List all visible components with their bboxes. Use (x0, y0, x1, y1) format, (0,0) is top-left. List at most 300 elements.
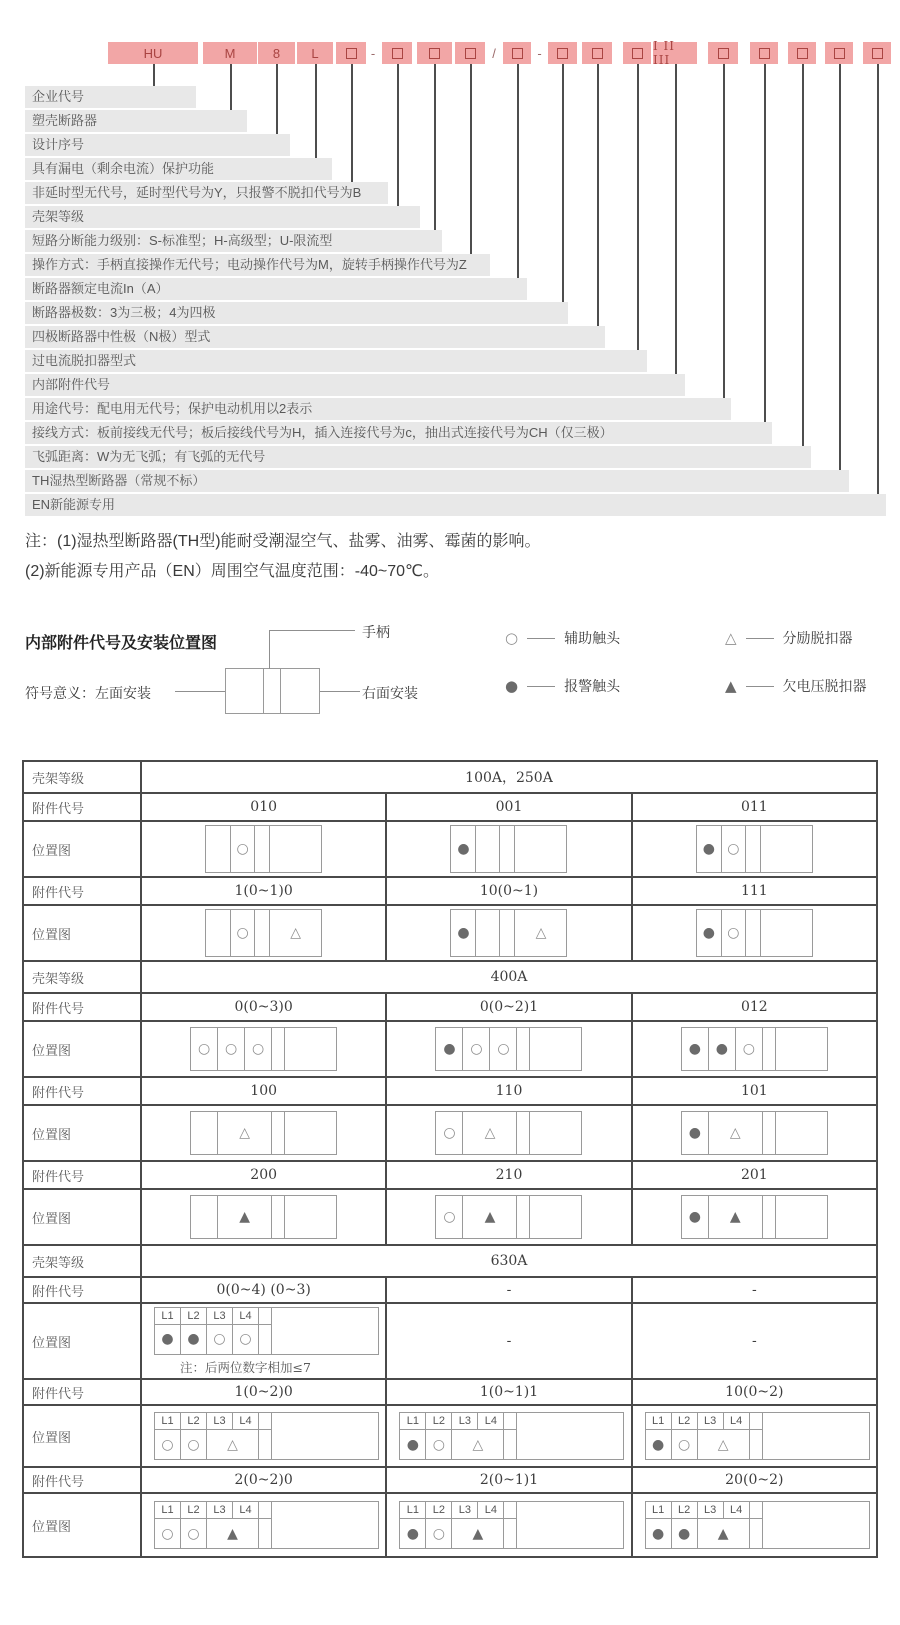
position-diagram (435, 1111, 582, 1155)
code-row (24, 1162, 876, 1190)
alarm-contact-icon: ● (443, 1041, 456, 1057)
code-value: 0(0~2)1 (387, 994, 632, 1020)
code-row (24, 794, 876, 822)
phase-header: L4 (233, 1413, 259, 1430)
symbol-cell (426, 1519, 452, 1548)
alarm-contact-icon: ● (688, 1209, 701, 1225)
diagram-cell (776, 1028, 827, 1070)
code-value: 010 (142, 794, 387, 820)
alarm-contact-icon: ● (505, 677, 519, 695)
auxiliary-contact-icon: ○ (213, 1331, 226, 1347)
diagram-cell (633, 1190, 876, 1244)
auxiliary-contact-icon: ○ (187, 1436, 200, 1453)
phase-header: L3 (207, 1502, 233, 1519)
phase-table (154, 1307, 379, 1355)
phase-header: L1 (646, 1413, 672, 1430)
phase-header: L1 (155, 1502, 181, 1519)
note-line-2: (2)新能源专用产品（EN）周围空气温度范围：-40~70℃。 (25, 563, 440, 580)
symbol-cell (452, 1430, 504, 1459)
breaker-symbol-box (225, 668, 320, 714)
model-box: 8 (258, 42, 295, 64)
symbol-cell (181, 1519, 207, 1548)
position-diagram (154, 1307, 379, 1376)
diagram-cell (191, 1028, 218, 1070)
legend-item (725, 628, 853, 648)
frame-value: 400A (490, 969, 528, 985)
placeholder-square-icon (465, 48, 476, 59)
frame-value: 630A (490, 1253, 528, 1269)
row-label: 壳架等级 (24, 1246, 142, 1276)
undervoltage-release-icon: ▲ (725, 677, 737, 695)
symbol-cell (698, 1430, 750, 1459)
undervoltage-release-icon: ▲ (717, 1525, 729, 1542)
model-label-bar: EN新能源专用 (25, 494, 886, 516)
placeholder-square-icon (429, 48, 440, 59)
diagram-cell (746, 826, 761, 872)
model-separator: - (370, 45, 376, 61)
symbol-meaning-label: 符号意义：左面安装 (25, 685, 151, 701)
code-value: - (751, 1282, 757, 1298)
diagram-cell (270, 826, 321, 872)
diagram-cell (722, 826, 746, 872)
position-diagram (154, 1501, 379, 1549)
phase-header: L2 (181, 1502, 207, 1519)
diagram-cell (682, 1028, 709, 1070)
phase-table (645, 1412, 870, 1460)
row-label: 位置图 (24, 822, 142, 876)
right-install-line (320, 691, 360, 692)
diagram-cell (682, 1196, 709, 1238)
note-line-1: 注：(1)湿热型断路器(TH型)能耐受潮湿空气、盐雾、油雾、霉菌的影响。 (25, 533, 541, 550)
phase-header: L2 (426, 1413, 452, 1430)
auxiliary-contact-icon: ○ (443, 1125, 456, 1141)
symbol-cell (452, 1519, 504, 1548)
diagram-cell (736, 1028, 763, 1070)
diagram-cell: - (751, 1333, 757, 1349)
code-value: 10(0~1) (387, 878, 632, 904)
symbol-cell (750, 1519, 763, 1548)
position-diagram (681, 1195, 828, 1239)
code-value: 1(0~1)0 (142, 878, 387, 904)
diagram-cell (463, 1112, 517, 1154)
model-box: L (297, 42, 333, 64)
model-box (548, 42, 577, 64)
symbol-cell (504, 1430, 517, 1459)
code-value: 100 (142, 1078, 387, 1104)
phase-table (154, 1412, 379, 1460)
row-label: 附件代号 (24, 1078, 142, 1104)
model-label-bar: 设计序号 (25, 134, 290, 156)
model-line (434, 64, 436, 232)
diagram-cell (697, 910, 722, 956)
code-value: 10(0~2) (725, 1384, 784, 1400)
model-label-bar: 短路分断能力级别：S-标准型；H-高级型；U-限流型 (25, 230, 442, 252)
frame-row (24, 762, 876, 794)
position-diagram (696, 825, 813, 873)
undervoltage-release-icon: ▲ (227, 1525, 238, 1542)
code-value: 2(0~1)1 (387, 1468, 632, 1492)
row-label: 位置图 (24, 1494, 142, 1556)
row-label: 位置图 (24, 1406, 142, 1466)
placeholder-square-icon (592, 48, 603, 59)
diagram-cell (436, 1196, 463, 1238)
diagram-cell (633, 1406, 876, 1466)
auxiliary-contact-icon: ○ (727, 925, 740, 941)
diagram-cell (761, 826, 812, 872)
model-line (470, 64, 472, 256)
code-row (24, 994, 876, 1022)
position-diagram (681, 1027, 828, 1071)
legend-label: 报警触头 (564, 678, 621, 694)
diagram-cell (476, 826, 500, 872)
code-row (24, 1078, 876, 1106)
phase-table (154, 1501, 379, 1549)
alarm-contact-icon: ● (702, 841, 715, 857)
model-label-bar: 接线方式：板前接线无代号；板后接线代号为H，插入连接代号为c，抽出式连接代号为CH（仅三极） (25, 422, 772, 444)
model-line (839, 64, 841, 472)
model-box (750, 42, 778, 64)
auxiliary-contact-icon: ○ (161, 1436, 174, 1453)
legend-dash-line (746, 638, 774, 639)
diagram-cell (761, 910, 812, 956)
phase-header (259, 1502, 272, 1519)
phase-header: L3 (207, 1308, 233, 1325)
model-line (562, 64, 564, 304)
undervoltage-release-icon: ▲ (729, 1209, 741, 1225)
row-label: 壳架等级 (24, 962, 142, 992)
model-line (675, 64, 677, 376)
position-diagram (190, 1111, 337, 1155)
code-value: 0(0~3)0 (142, 994, 387, 1020)
diagram-cell (387, 1106, 632, 1160)
diagram-cell (218, 1028, 245, 1070)
diagram-cell (218, 1196, 272, 1238)
diagram-cell (142, 1406, 387, 1466)
model-box (825, 42, 853, 64)
symbol-cell (672, 1430, 698, 1459)
diagram-row (24, 1190, 876, 1246)
diagram-cell (451, 826, 476, 872)
diagram-cell (682, 1112, 709, 1154)
code-value: 200 (142, 1162, 387, 1188)
placeholder-square-icon (632, 48, 643, 59)
placeholder-square-icon (759, 48, 770, 59)
row-label: 附件代号 (24, 1278, 142, 1302)
diagram-cell (191, 1196, 218, 1238)
shunt-release-icon: △ (290, 925, 302, 941)
phase-header: L1 (400, 1502, 426, 1519)
position-diagram (435, 1027, 582, 1071)
row-label: 位置图 (24, 906, 142, 960)
diagram-cell (763, 1028, 776, 1070)
auxiliary-contact-icon: ○ (236, 841, 249, 857)
diagram-cell (515, 910, 566, 956)
alarm-contact-icon: ● (702, 925, 715, 941)
model-line (517, 64, 519, 280)
diagram-cell (142, 906, 387, 960)
position-diagram (190, 1195, 337, 1239)
auxiliary-contact-icon: ○ (470, 1041, 483, 1057)
row-label: 附件代号 (24, 878, 142, 904)
shunt-release-icon: △ (717, 1436, 729, 1453)
right-install-label: 右面安装 (362, 685, 418, 701)
model-box (336, 42, 366, 64)
diagram-cell: - (387, 1304, 632, 1378)
shunt-release-icon: △ (729, 1125, 741, 1141)
diagram-cell (285, 1112, 336, 1154)
placeholder-square-icon (718, 48, 729, 59)
model-box: HU (108, 42, 198, 64)
phase-header: L1 (155, 1308, 181, 1325)
model-box: I II III (653, 42, 697, 64)
code-value: 1(0~2)0 (142, 1380, 387, 1404)
model-label-bar: 塑壳断路器 (25, 110, 247, 132)
row-label: 附件代号 (24, 1468, 142, 1492)
model-line (351, 64, 353, 184)
alarm-contact-icon: ● (652, 1525, 665, 1542)
left-install-line (175, 691, 225, 692)
model-box: M (203, 42, 257, 64)
symbol-cell (259, 1430, 272, 1459)
phase-header: L3 (698, 1413, 724, 1430)
position-diagram (190, 1027, 337, 1071)
phase-header: L4 (724, 1413, 750, 1430)
phase-header (750, 1502, 763, 1519)
frame-row (24, 962, 876, 994)
row-label: 位置图 (24, 1106, 142, 1160)
diagram-cell (633, 822, 876, 876)
diagram-cell (270, 910, 321, 956)
symbol-cell (259, 1325, 272, 1354)
model-label-bar: 断路器极数：3为三极；4为四极 (25, 302, 568, 324)
alarm-contact-icon: ● (678, 1525, 691, 1542)
legend-item (505, 676, 620, 696)
position-diagram (645, 1501, 870, 1549)
symbol-cell (207, 1430, 259, 1459)
diagram-row (24, 1406, 876, 1468)
alarm-contact-icon: ● (457, 841, 470, 857)
position-diagram (399, 1501, 624, 1549)
phase-header: L3 (452, 1413, 478, 1430)
model-label-bar: 企业代号 (25, 86, 196, 108)
handle-label: 手柄 (362, 624, 390, 640)
model-line (597, 64, 599, 328)
diagram-cell (272, 1112, 285, 1154)
diagram-cell (255, 910, 270, 956)
handle-pointer-line (269, 630, 270, 669)
shunt-release-icon: △ (227, 1436, 238, 1453)
legend-dash-line (527, 638, 555, 639)
diagram-cell (776, 1196, 827, 1238)
diagram-cell (633, 1022, 876, 1076)
model-line (723, 64, 725, 400)
diagram-cell (500, 910, 515, 956)
symbol-cell (207, 1325, 233, 1354)
diagram-row (24, 822, 876, 878)
alarm-contact-icon: ● (457, 925, 470, 941)
diagram-cell (285, 1196, 336, 1238)
undervoltage-release-icon: ▲ (472, 1525, 484, 1542)
auxiliary-contact-icon: ○ (236, 925, 249, 941)
phase-table (645, 1501, 870, 1549)
diagram-cell (387, 822, 632, 876)
model-line (276, 64, 278, 136)
diagram-cell (245, 1028, 272, 1070)
phase-header: L3 (698, 1502, 724, 1519)
diagram-cell (515, 826, 566, 872)
diagram-cell (530, 1112, 581, 1154)
symbol-cell (426, 1430, 452, 1459)
auxiliary-contact-icon: ○ (432, 1436, 445, 1453)
phase-header: L4 (478, 1502, 504, 1519)
model-separator: / (492, 45, 496, 61)
model-line (802, 64, 804, 448)
code-row (24, 1468, 876, 1494)
diagram-note: 注：后两位数字相加≤7 (180, 1359, 311, 1375)
legend-dash-line (746, 686, 774, 687)
symbol-cell (646, 1519, 672, 1548)
diagram-cell (490, 1028, 517, 1070)
symbol-cell (155, 1430, 181, 1459)
code-value: 011 (740, 799, 768, 815)
legend-label: 分励脱扣器 (782, 630, 853, 646)
shunt-release-icon: △ (725, 629, 737, 647)
position-diagram (154, 1412, 379, 1460)
diagram-cell (746, 910, 761, 956)
code-row (24, 878, 876, 906)
model-box (708, 42, 738, 64)
diagram-cell (633, 1106, 876, 1160)
alarm-contact-icon: ● (187, 1331, 200, 1347)
diagram-cell (387, 1406, 632, 1466)
code-value: 1(0~1)1 (387, 1380, 632, 1404)
row-label: 附件代号 (24, 794, 142, 820)
model-line (877, 64, 879, 496)
diagram-cell (387, 1494, 632, 1556)
position-diagram (696, 909, 813, 957)
code-value: 012 (740, 999, 768, 1015)
code-row (24, 1380, 876, 1406)
shunt-release-icon: △ (472, 1436, 484, 1453)
model-line (153, 64, 155, 88)
auxiliary-contact-icon: ○ (252, 1041, 265, 1057)
legend-dash-line (527, 686, 555, 687)
symbol-cell (155, 1325, 181, 1354)
auxiliary-contact-icon: ○ (443, 1209, 456, 1225)
row-label: 附件代号 (24, 1380, 142, 1404)
phase-header: L2 (426, 1502, 452, 1519)
model-line (230, 64, 232, 112)
diagram-cell (387, 906, 632, 960)
position-diagram (399, 1412, 624, 1460)
diagram-cell (255, 826, 270, 872)
model-label-bar: 过电流脱扣器型式 (25, 350, 647, 372)
model-box (455, 42, 485, 64)
diagram-row (24, 1022, 876, 1078)
position-diagram (435, 1195, 582, 1239)
frame-value: 100A，250A (465, 770, 553, 786)
code-row (24, 1278, 876, 1304)
diagram-cell (218, 1112, 272, 1154)
row-label: 位置图 (24, 1190, 142, 1244)
model-line (397, 64, 399, 208)
code-value: 111 (740, 883, 768, 899)
alarm-contact-icon: ● (161, 1331, 174, 1347)
diagram-cell (463, 1028, 490, 1070)
diagram-cell (272, 1028, 285, 1070)
symbol-cell (259, 1519, 272, 1548)
diagram-cell (387, 1022, 632, 1076)
model-box (623, 42, 651, 64)
section-title: 内部附件代号及安装位置图 (25, 635, 218, 652)
symbol-cell (233, 1325, 259, 1354)
legend-item (505, 628, 620, 648)
model-label-bar: 断路器额定电流In（A） (25, 278, 527, 300)
phase-header: L4 (724, 1502, 750, 1519)
diagram-cell (463, 1196, 517, 1238)
model-separator: - (537, 45, 542, 61)
diagram-cell (231, 910, 255, 956)
diagram-cell (697, 826, 722, 872)
diagram-cell (776, 1112, 827, 1154)
code-value: 101 (740, 1083, 768, 1099)
handle-slot-line (280, 669, 281, 713)
auxiliary-contact-icon: ○ (161, 1525, 174, 1542)
row-label: 附件代号 (24, 994, 142, 1020)
auxiliary-contact-icon: ○ (742, 1041, 755, 1057)
diagram-cell (231, 826, 255, 872)
phase-header: L1 (400, 1413, 426, 1430)
diagram-row (24, 1106, 876, 1162)
phase-header (259, 1413, 272, 1430)
phase-header (750, 1413, 763, 1430)
diagram-cell (191, 1112, 218, 1154)
accessory-table (22, 760, 878, 1558)
phase-header: L3 (452, 1502, 478, 1519)
diagram-cell (517, 1112, 530, 1154)
model-label-bar: 非延时型无代号，延时型代号为Y，只报警不脱扣代号为B (25, 182, 388, 204)
diagram-cell (763, 1112, 776, 1154)
model-box (382, 42, 412, 64)
model-box (788, 42, 816, 64)
handle-pointer-line (269, 630, 355, 631)
model-line (637, 64, 639, 352)
symbol-cell (207, 1519, 259, 1548)
diagram-cell (500, 826, 515, 872)
diagram-row (24, 1304, 876, 1380)
phase-header: L2 (672, 1502, 698, 1519)
alarm-contact-icon: ● (688, 1125, 701, 1141)
model-label-bar: 内部附件代号 (25, 374, 685, 396)
diagram-cell (272, 1196, 285, 1238)
code-value: - (387, 1278, 632, 1302)
symbol-cell (181, 1325, 207, 1354)
position-diagram (450, 825, 567, 873)
symbol-cell (750, 1430, 763, 1459)
phase-header: L4 (233, 1502, 259, 1519)
diagram-cell (436, 1112, 463, 1154)
model-line (764, 64, 766, 424)
diagram-cell (633, 906, 876, 960)
placeholder-square-icon (512, 48, 523, 59)
diagram-cell (517, 1028, 530, 1070)
legend-item (725, 676, 867, 696)
legend-label: 欠电压脱扣器 (782, 678, 867, 694)
auxiliary-contact-icon: ○ (727, 841, 740, 857)
placeholder-square-icon (872, 48, 883, 59)
placeholder-square-icon (392, 48, 403, 59)
phase-header: L1 (646, 1502, 672, 1519)
